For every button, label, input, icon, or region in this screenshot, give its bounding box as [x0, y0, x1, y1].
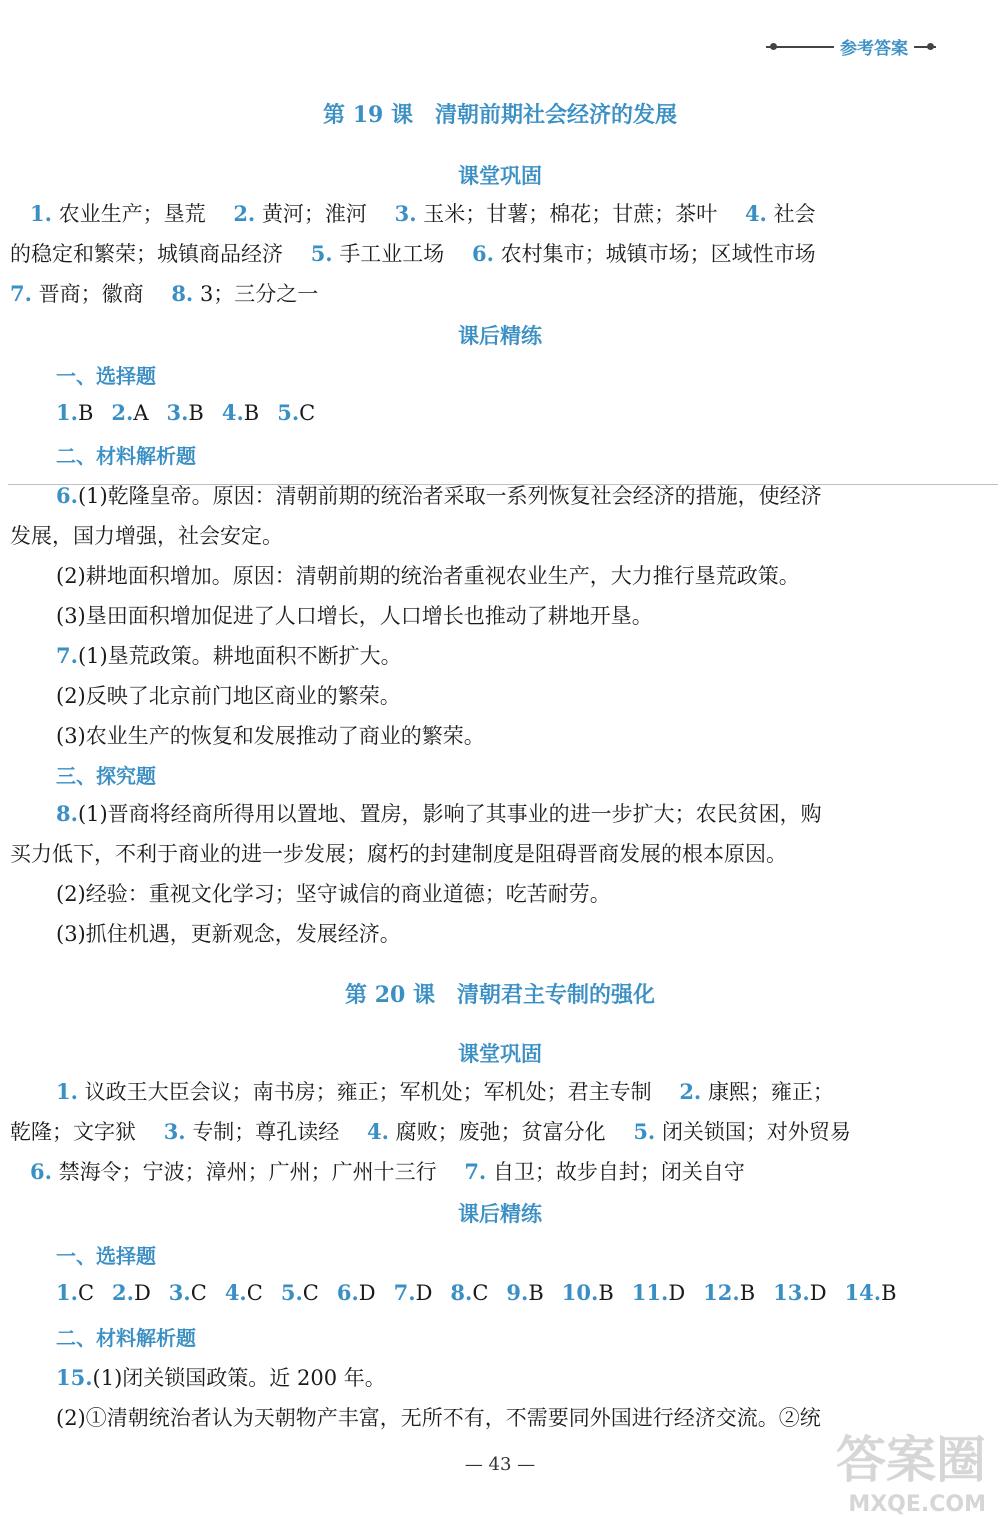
answer-text: 买力低下，不利于商业的进一步发展；腐朽的封建制度是阻碍晋商发展的根本原因。	[10, 842, 787, 866]
choice-answer	[169, 1281, 207, 1305]
answer-text: 康熙；雍正；	[707, 1080, 834, 1104]
question-number: 6.	[336, 1280, 359, 1305]
question-number: 3.	[166, 400, 189, 425]
header-label: 参考答案	[834, 34, 914, 59]
lesson20-consolidation-title: 课堂巩固	[458, 1041, 542, 1066]
choice-letter: B	[188, 401, 204, 425]
question-number: 3.	[394, 201, 417, 226]
choice-answer	[56, 401, 93, 425]
choice-answer	[225, 1281, 263, 1305]
answer-text: 晋商；徽商	[38, 282, 144, 306]
answer-line	[56, 1362, 386, 1392]
choice-answer	[222, 401, 259, 425]
choice-answer	[277, 401, 315, 425]
choice-letter: D	[809, 1281, 827, 1305]
answer-text: (1)乾隆皇帝。原因：清朝前期的统治者采取一系列恢复社会经济的措施，使经济	[77, 484, 822, 508]
answer-line	[10, 278, 318, 308]
choice-letter: C	[246, 1281, 263, 1305]
answer-line	[56, 1076, 834, 1106]
answer-line	[56, 480, 822, 510]
answer-text: 专制；尊孔读经	[192, 1120, 340, 1144]
question-number: 5.	[280, 1280, 303, 1305]
question-number: 2.	[112, 1280, 134, 1305]
answer-text: (2)①清朝统治者认为天朝物产丰富，无所不有，不需要同外国进行经济交流。②统	[56, 1406, 821, 1430]
question-number: 7.	[393, 1280, 416, 1305]
answer-text: (1)闭关锁国政策。近 200 年。	[92, 1366, 386, 1390]
choice-letter: D	[358, 1281, 376, 1305]
choice-letter: C	[190, 1281, 207, 1305]
question-number: 2.	[233, 201, 256, 226]
question-number: 15.	[56, 1365, 93, 1390]
question-number: 2.	[679, 1079, 702, 1104]
answer-text: 农村集市；城镇市场；区域性市场	[500, 242, 816, 266]
answer-text: 玉米；甘薯；棉花；甘蔗；茶叶	[423, 202, 718, 226]
choice-letter: B	[881, 1281, 897, 1305]
choice-letter: D	[415, 1281, 433, 1305]
choice-answer	[281, 1281, 319, 1305]
question-number: 1.	[30, 201, 52, 226]
header-dot	[927, 43, 934, 50]
answer-line	[56, 560, 800, 590]
answer-text: 乾隆；文字狱	[10, 1120, 136, 1144]
choice-letter: B	[739, 1281, 756, 1305]
answer-text: 腐败；废弛；贫富分化	[395, 1120, 606, 1144]
answer-line	[56, 640, 402, 670]
answer-text: 农业生产；垦荒	[58, 202, 206, 226]
lesson19-choice-head: 一、选择题	[56, 364, 156, 388]
choice-letter: B	[598, 1281, 614, 1305]
choice-letter: A	[133, 401, 149, 425]
answer-line	[56, 600, 653, 630]
choice-letter: C	[77, 1281, 95, 1305]
lesson20-choice-answers	[56, 1280, 915, 1305]
header-dot	[770, 43, 777, 50]
choice-answer	[450, 1281, 488, 1305]
choice-answer	[56, 1281, 94, 1305]
lesson19-practice-title: 课后精练	[458, 323, 542, 348]
answer-text: (3)农业生产的恢复和发展推动了商业的繁荣。	[56, 724, 485, 748]
answer-text: 闭关锁国；对外贸易	[661, 1120, 851, 1144]
page-number: — 43 —	[464, 1454, 536, 1475]
lesson20-practice-title: 课后精练	[458, 1201, 542, 1226]
lesson19-explore-head: 三、探究题	[56, 764, 156, 788]
lesson20-material-head: 二、材料解析题	[56, 1326, 196, 1350]
answer-line	[10, 238, 816, 268]
question-number: 4.	[224, 1280, 247, 1305]
answer-text: (3)垦田面积增加促进了人口增长，人口增长也推动了耕地开垦。	[56, 604, 653, 628]
question-number: 9.	[506, 1280, 529, 1305]
question-number: 5.	[633, 1119, 656, 1144]
answer-line	[10, 520, 283, 550]
question-number: 7.	[464, 1159, 487, 1184]
answer-text: 发展，国力增强，社会安定。	[10, 524, 283, 548]
answer-line	[56, 878, 611, 908]
watermark-url: MXQE.COM	[848, 1492, 986, 1517]
question-number: 8.	[56, 801, 78, 826]
choice-answer	[562, 1281, 614, 1305]
question-number: 10.	[561, 1280, 599, 1305]
lesson19-consolidation-title: 课堂巩固	[458, 163, 542, 188]
choice-letter: B	[528, 1281, 544, 1305]
answer-text: 黄河；淮河	[261, 202, 367, 226]
choice-answer	[845, 1281, 897, 1305]
lesson19-choice-answers	[56, 400, 333, 425]
lesson19-material-head: 二、材料解析题	[56, 444, 196, 468]
question-number: 1.	[56, 1280, 78, 1305]
answer-text: (2)经验：重视文化学习；坚守诚信的商业道德；吃苦耐劳。	[56, 882, 611, 906]
answer-line	[10, 838, 787, 868]
choice-answer	[632, 1281, 685, 1305]
question-number: 6.	[30, 1159, 52, 1184]
choice-letter: C	[302, 1281, 319, 1305]
answer-text: 的稳定和繁荣；城镇商品经济	[10, 242, 283, 266]
question-number: 8.	[171, 281, 194, 306]
answer-text: 禁海令；宁波；漳州；广州；广州十三行	[58, 1160, 437, 1184]
answer-text: 3；三分之一	[199, 282, 319, 306]
question-number: 6.	[472, 241, 494, 266]
question-number: 5.	[310, 241, 333, 266]
choice-answer	[394, 1281, 433, 1305]
question-number: 3.	[168, 1280, 191, 1305]
lesson20-title: 第 20 课 清朝君主专制的强化	[345, 982, 655, 1008]
answer-text: 自卫；故步自封；闭关自守	[492, 1160, 745, 1184]
choice-answer	[703, 1281, 755, 1305]
answer-line	[56, 680, 401, 710]
answer-text: 手工业工场	[339, 242, 445, 266]
question-number: 2.	[111, 400, 134, 425]
question-number: 4.	[367, 1119, 389, 1144]
answer-line	[56, 798, 822, 828]
answer-line	[56, 918, 401, 948]
choice-answer	[337, 1281, 376, 1305]
question-number: 1.	[56, 400, 78, 425]
choice-answer	[166, 401, 203, 425]
answer-line	[30, 198, 816, 228]
question-number: 14.	[844, 1280, 882, 1305]
question-number: 8.	[450, 1280, 473, 1305]
choice-letter: D	[133, 1281, 151, 1305]
answer-line	[56, 720, 485, 750]
answer-text: 议政王大臣会议；南书房；雍正；军机处；军机处；君主专制	[84, 1080, 652, 1104]
choice-letter: B	[77, 401, 94, 425]
question-number: 13.	[773, 1280, 810, 1305]
question-number: 4.	[744, 201, 767, 226]
choice-letter: C	[472, 1281, 489, 1305]
choice-answer	[111, 401, 148, 425]
question-number: 11.	[631, 1280, 669, 1305]
choice-letter: D	[668, 1281, 686, 1305]
answer-text: (3)抓住机遇，更新观念，发展经济。	[56, 922, 401, 946]
answer-text: (2)反映了北京前门地区商业的繁荣。	[56, 684, 401, 708]
answer-line	[56, 1402, 821, 1432]
question-number: 6.	[56, 483, 78, 508]
question-number: 3.	[163, 1119, 186, 1144]
watermark-text: 答案圈	[836, 1431, 986, 1489]
answer-text: 社会	[773, 202, 816, 226]
lesson19-title: 第 19 课 清朝前期社会经济的发展	[323, 102, 677, 128]
answer-line	[30, 1156, 745, 1186]
answer-line	[10, 1116, 851, 1146]
choice-letter: B	[243, 401, 260, 425]
watermark-logo	[836, 1420, 986, 1517]
question-number: 4.	[221, 400, 244, 425]
question-number: 7.	[10, 281, 32, 306]
question-number: 1.	[56, 1079, 78, 1104]
choice-answer	[112, 1281, 151, 1305]
question-number: 5.	[277, 400, 300, 425]
answer-text: (2)耕地面积增加。原因：清朝前期的统治者重视农业生产，大力推行垦荒政策。	[56, 564, 800, 588]
header-badge	[766, 34, 936, 60]
choice-answer	[773, 1281, 826, 1305]
answer-text: (1)垦荒政策。耕地面积不断扩大。	[77, 644, 402, 668]
answer-text: (1)晋商将经商所得用以置地、置房，影响了其事业的进一步扩大；农民贫困，购	[77, 802, 822, 826]
lesson20-choice-head: 一、选择题	[56, 1244, 156, 1268]
question-number: 12.	[703, 1280, 740, 1305]
choice-letter: C	[299, 401, 316, 425]
question-number: 7.	[56, 643, 78, 668]
choice-answer	[506, 1281, 543, 1305]
